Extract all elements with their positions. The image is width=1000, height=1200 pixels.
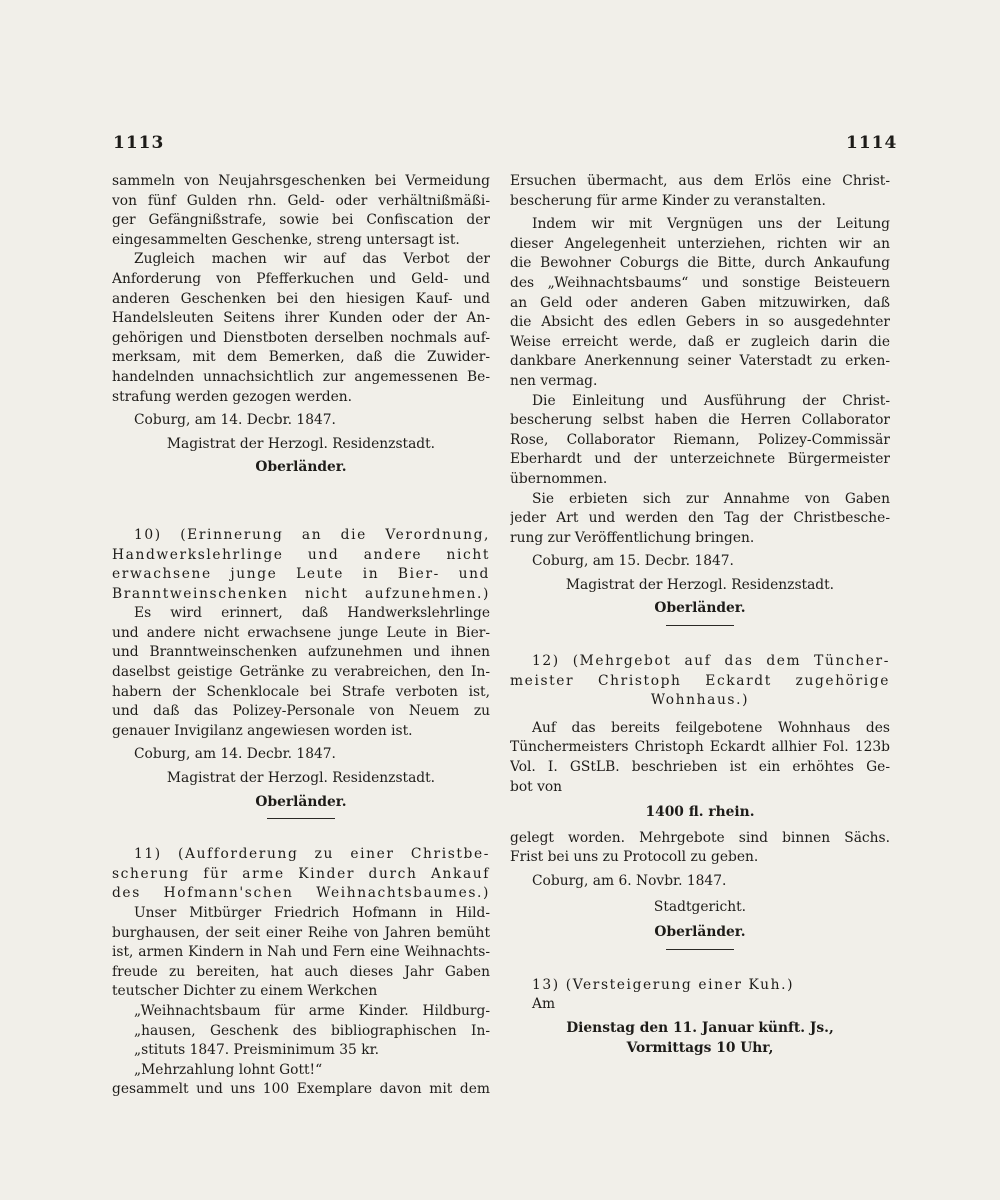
text-line: Vol. I. GStLB. beschrieben ist ein erhöhtes Ge- [510,759,890,776]
text-line: scherung für arme Kinder durch Ankauf [112,865,490,882]
text-line: „Mehrzahlung lohnt Gott!“ [134,1061,323,1078]
text-line: Anforderung von Pfefferkuchen und Geld- und [112,270,490,287]
text-line: an Geld oder anderen Gaben mitzuwirken, daß [510,294,890,311]
signer-name: Oberländer. [654,600,746,617]
text-line: genauer Invigilanz angewiesen worden ist. [112,722,413,739]
text-line: burghausen, der seit einer Reihe von Jahren bemüht [112,924,490,941]
court-name: Stadtgericht. [653,898,747,915]
text-line: Frist bei uns zu Protocoll zu geben. [510,849,759,866]
section-divider [666,625,734,626]
text-line: Am [532,996,556,1013]
text-line: Handelsleuten Seitens ihrer Kunden oder der An- [112,310,490,327]
text-line: Rose, Collaborator Riemann, Polizey-Commissär [510,431,890,448]
place-date: Coburg, am 15. Decbr. 1847. [532,553,734,570]
notice-12-title [510,652,890,711]
right-column [510,172,890,1058]
text-line: freude zu bereiten, hat auch dieses Jahr Gaben [112,963,490,980]
signature-authority: Magistrat der Herzogl. Residenzstadt. [166,435,436,452]
text-line: von fünf Gulden rhn. Geld- oder verhältnißmäßi- [112,192,490,209]
intro-paragraph [510,172,890,211]
text-line: sammeln von Neujahrsgeschenken bei Vermeidung [112,173,490,189]
text-line: anderen Geschenken bei den hiesigen Kauf- und [112,290,490,307]
text-line: Es wird erinnert, daß Handwerkslehrlinge [134,605,490,622]
text-line: rung zur Veröffentlichung bringen. [510,529,755,546]
text-line: 12) (Mehrgebot auf das dem Tüncher- [532,653,890,670]
text-line: „hausen, Geschenk des bibliographischen In- [134,1022,490,1039]
text-line: und andere nicht erwachsene junge Leute in Bier- [112,624,490,641]
paragraph-einleitung [510,392,890,490]
text-line: nen vermag. [510,372,598,389]
text-line: handelnden unnachsichtlich zur angemessenen Be- [112,368,490,385]
place-date: Coburg, am 14. Decbr. 1847. [134,746,336,763]
text-line: ger Gefängnißstrafe, sowie bei Confiscation der [112,212,490,229]
text-line: erwachsene junge Leute in Bier- und [112,566,490,583]
section-divider [267,818,335,819]
place-date: Coburg, am 6. Novbr. 1847. [532,873,727,889]
text-line: „Weihnachtsbaum für arme Kinder. Hildburg- [134,1002,490,1019]
signature-authority: Magistrat der Herzogl. Residenzstadt. [166,770,436,787]
page-number-right: 1114 [846,133,898,153]
text-line: die Bewohner Coburgs die Bitte, durch Ankaufung [510,255,890,272]
text-line: Wohnhaus.) [650,692,750,709]
text-line: Eberhardt und der unterzeichnete Bürgermeister [510,451,890,468]
text-line: 11) (Aufforderung zu einer Christbe- [134,846,490,863]
intro-paragraph [112,172,490,250]
text-line: und Branntweinschenken aufzunehmen und ihnen [112,644,490,661]
text-line: dankbare Anerkennung seiner Vaterstadt zu erken- [510,353,890,370]
text-line: gelegt worden. Mehrgebote sind binnen Sächs. [510,829,890,846]
text-line: Weise erreicht werde, daß er zugleich darin die [510,333,890,350]
text-line: bescherung für arme Kinder zu veranstalten. [510,192,826,209]
notice-13-title: 13) (Versteigerung einer Kuh.) [532,976,795,993]
text-line: Branntweinschenken nicht aufzunehmen.) [112,585,490,602]
text-line: meister Christoph Eckardt zugehörige [510,672,890,689]
left-column [112,172,490,1100]
text-line: gesammelt und uns 100 Exemplare davon mit dem [112,1081,490,1098]
notice-11-body [112,904,490,1002]
text-line: Tünchermeisters Christoph Eckardt allhier Fol. 123b [510,739,890,756]
text-line: Indem wir mit Vergnügen uns der Leitung [532,216,890,233]
notice-10-body [112,604,490,741]
notice-12-body [510,719,890,797]
text-line: 10) (Erinnerung an die Verordnung, [134,526,490,543]
text-line: Sie erbieten sich zur Annahme von Gaben [532,490,890,507]
text-line: jeder Art und werden den Tag der Christbesche- [510,510,890,527]
paragraph-leitung [510,215,890,391]
book-quote [112,1002,490,1080]
paragraph-verbot [112,250,490,407]
signature-authority: Magistrat der Herzogl. Residenzstadt. [565,576,835,593]
text-line: strafung werden gezogen werden. [112,388,353,405]
text-line: bescherung selbst haben die Herren Collaborator [510,412,890,429]
signer-name: Oberländer. [654,924,746,941]
text-line: bot von [510,778,563,795]
text-line: übernommen. [510,470,608,487]
text-line: die Absicht des edlen Gebers in so ausgedehnter [510,314,890,331]
notice-11-title [112,845,490,904]
text-line: des Hofmann'schen Weihnachtsbaumes.) [112,885,490,902]
auction-date: Dienstag den 11. Januar künft. Js., [566,1019,834,1036]
auction-time: Vormittags 10 Uhr, [626,1039,774,1056]
text-line: eingesammelten Geschenke, streng untersagt ist. [112,231,460,248]
text-line: merksam, mit dem Bemerken, daß die Zuwider- [112,349,490,366]
text-line: ist, armen Kindern in Nah und Fern eine Weihnachts- [112,944,490,961]
text-line: Auf das bereits feilgebotene Wohnhaus des [532,719,890,736]
notice-12-after [510,829,890,868]
section-divider [666,949,734,950]
text-line: habern der Schenklocale bei Strafe verboten ist, [112,683,490,700]
text-line: gehörigen und Dienstboten derselben nochmals auf- [112,329,490,346]
text-line: teutscher Dichter zu einem Werkchen [112,983,378,1000]
place-date: Coburg, am 14. Decbr. 1847. [134,412,336,429]
bid-amount: 1400 fl. rhein. [645,804,755,821]
text-line: „stituts 1847. Preisminimum 35 kr. [134,1042,380,1059]
paragraph-annahme [510,490,890,549]
text-line: Handwerkslehrlinge und andere nicht [112,546,490,563]
text-line: dieser Angelegenheit unterziehen, richten wir an [510,235,890,252]
notice-10-title [112,526,490,604]
text-line: und daß das Polizey-Personale von Neuem zu [112,703,490,720]
text-line: Unser Mitbürger Friedrich Hofmann in Hild- [134,905,490,921]
text-line: daselbst geistige Getränke zu verabreichen, den In- [112,664,490,681]
text-line: des „Weihnachtsbaums“ und sonstige Beisteuern [510,274,890,291]
text-line: Ersuchen übermacht, aus dem Erlös eine Christ- [510,173,890,189]
signer-name: Oberländer. [255,459,347,476]
page-number-left: 1113 [113,133,165,153]
signer-name: Oberländer. [255,793,347,810]
text-line: Die Einleitung und Ausführung der Christ- [532,392,890,409]
text-line: Zugleich machen wir auf das Verbot der [134,251,490,268]
